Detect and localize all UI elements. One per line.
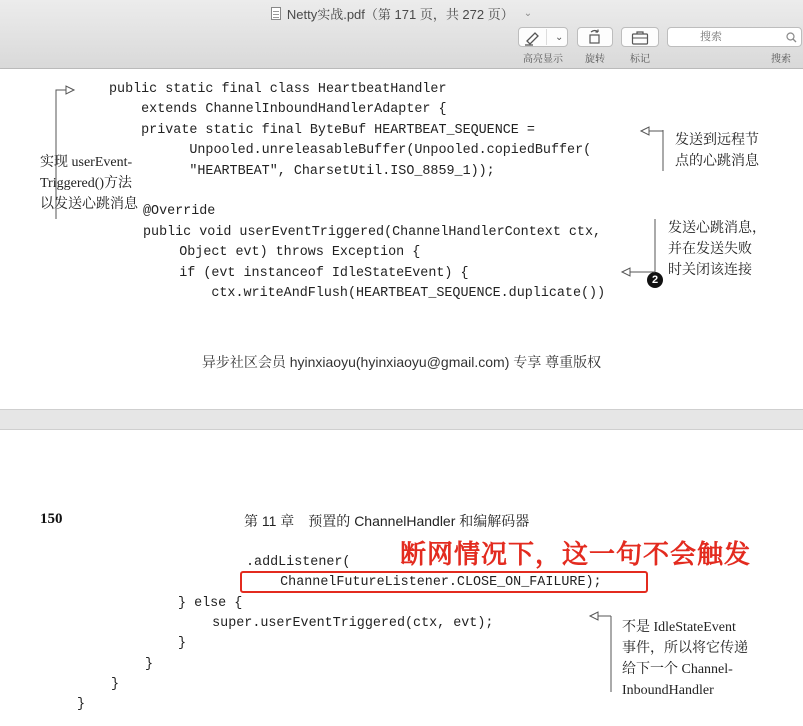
- search-label: 搜索: [771, 54, 791, 65]
- code-line: public void userEventTriggered(ChannelHandlerContext ctx,: [143, 225, 602, 240]
- code-line: ctx.writeAndFlush(HEARTBEAT_SEQUENCE.duplicate()): [131, 286, 606, 301]
- highlighter-pen-icon: [519, 28, 547, 46]
- pdf-page-bottom[interactable]: [0, 430, 803, 726]
- code-line: if (evt instanceof IdleStateEvent) {: [131, 266, 469, 281]
- note-line: 时关闭该连接: [668, 263, 752, 278]
- copyright-watermark: 异步社区会员 hyinxiaoyu(hyinxiaoyu@gmail.com) 专享 尊重版权: [201, 354, 602, 370]
- search-icon: [786, 32, 797, 43]
- highlight-dropdown-chevron-icon[interactable]: ⌄: [555, 31, 564, 43]
- toolbar: [0, 0, 803, 69]
- note-line: 并在发送失败: [668, 242, 752, 257]
- note-line: 发送到远程节: [675, 133, 759, 148]
- code-line: public static final class HeartbeatHandler: [109, 82, 447, 97]
- margin-note-bottom: [622, 617, 748, 701]
- page-gap: [0, 410, 803, 430]
- code-line: Object evt) throws Exception {: [131, 245, 421, 260]
- highlight-button[interactable]: [518, 27, 568, 47]
- title-chevron-down-icon[interactable]: ⌄: [523, 7, 533, 19]
- pdf-page-top[interactable]: [0, 69, 803, 410]
- code-line-highlighted: ChannelFutureListener.CLOSE_ON_FAILURE);: [248, 575, 602, 590]
- search-field[interactable]: [667, 27, 802, 47]
- code-line: }: [178, 636, 187, 651]
- markup-label: 标记: [630, 54, 650, 65]
- code-line: extends ChannelInboundHandlerAdapter {: [109, 102, 447, 117]
- search-input[interactable]: [698, 30, 782, 44]
- note-line: 发送心跳消息，: [668, 221, 766, 236]
- note-line: 以发送心跳消息: [40, 197, 138, 212]
- code-line: private static final ByteBuf HEARTBEAT_SEQUENCE =: [109, 123, 535, 138]
- note-line: InboundHandler: [622, 683, 714, 698]
- page-number: 150: [40, 511, 63, 527]
- code-line: .addListener(: [246, 555, 351, 570]
- markup-button[interactable]: [621, 27, 659, 47]
- code-line: "HEARTBEAT", CharsetUtil.ISO_8859_1));: [109, 164, 495, 179]
- code-line: }: [111, 677, 120, 692]
- chapter-header: 第 11 章 预置的 ChannelHandler 和编解码器: [244, 513, 530, 529]
- note-line: Triggered()方法: [40, 176, 133, 191]
- code-line: }: [77, 697, 86, 712]
- callout-number-badge: 2: [647, 272, 663, 288]
- note-line: 给下一个 Channel-: [622, 662, 733, 677]
- code-line: } else {: [178, 596, 243, 611]
- code-line: @Override: [143, 204, 216, 219]
- code-line: }: [145, 657, 154, 672]
- rotate-icon: [586, 29, 604, 45]
- note-line: 实现 userEvent-: [40, 155, 133, 170]
- note-line: 事件，所以将它传递: [622, 641, 748, 656]
- highlight-label: 高亮显示: [523, 54, 563, 65]
- rotate-button[interactable]: [577, 27, 613, 47]
- red-annotation-text: 断网情况下，这一句不会触发: [400, 539, 752, 569]
- window-title-bar[interactable]: [0, 4, 803, 22]
- toolbox-icon: [631, 30, 649, 45]
- window-title: Netty实战.pdf（第 171 页，共 272 页）: [286, 6, 514, 22]
- pdf-document-icon: [271, 7, 281, 20]
- code-line: Unpooled.unreleasableBuffer(Unpooled.copiedBuffer(: [109, 143, 592, 158]
- note-line: 点的心跳消息: [675, 154, 759, 169]
- note-line: 不是 IdleStateEvent: [622, 620, 736, 635]
- code-line: super.userEventTriggered(ctx, evt);: [180, 616, 494, 631]
- rotate-label: 旋转: [585, 54, 605, 65]
